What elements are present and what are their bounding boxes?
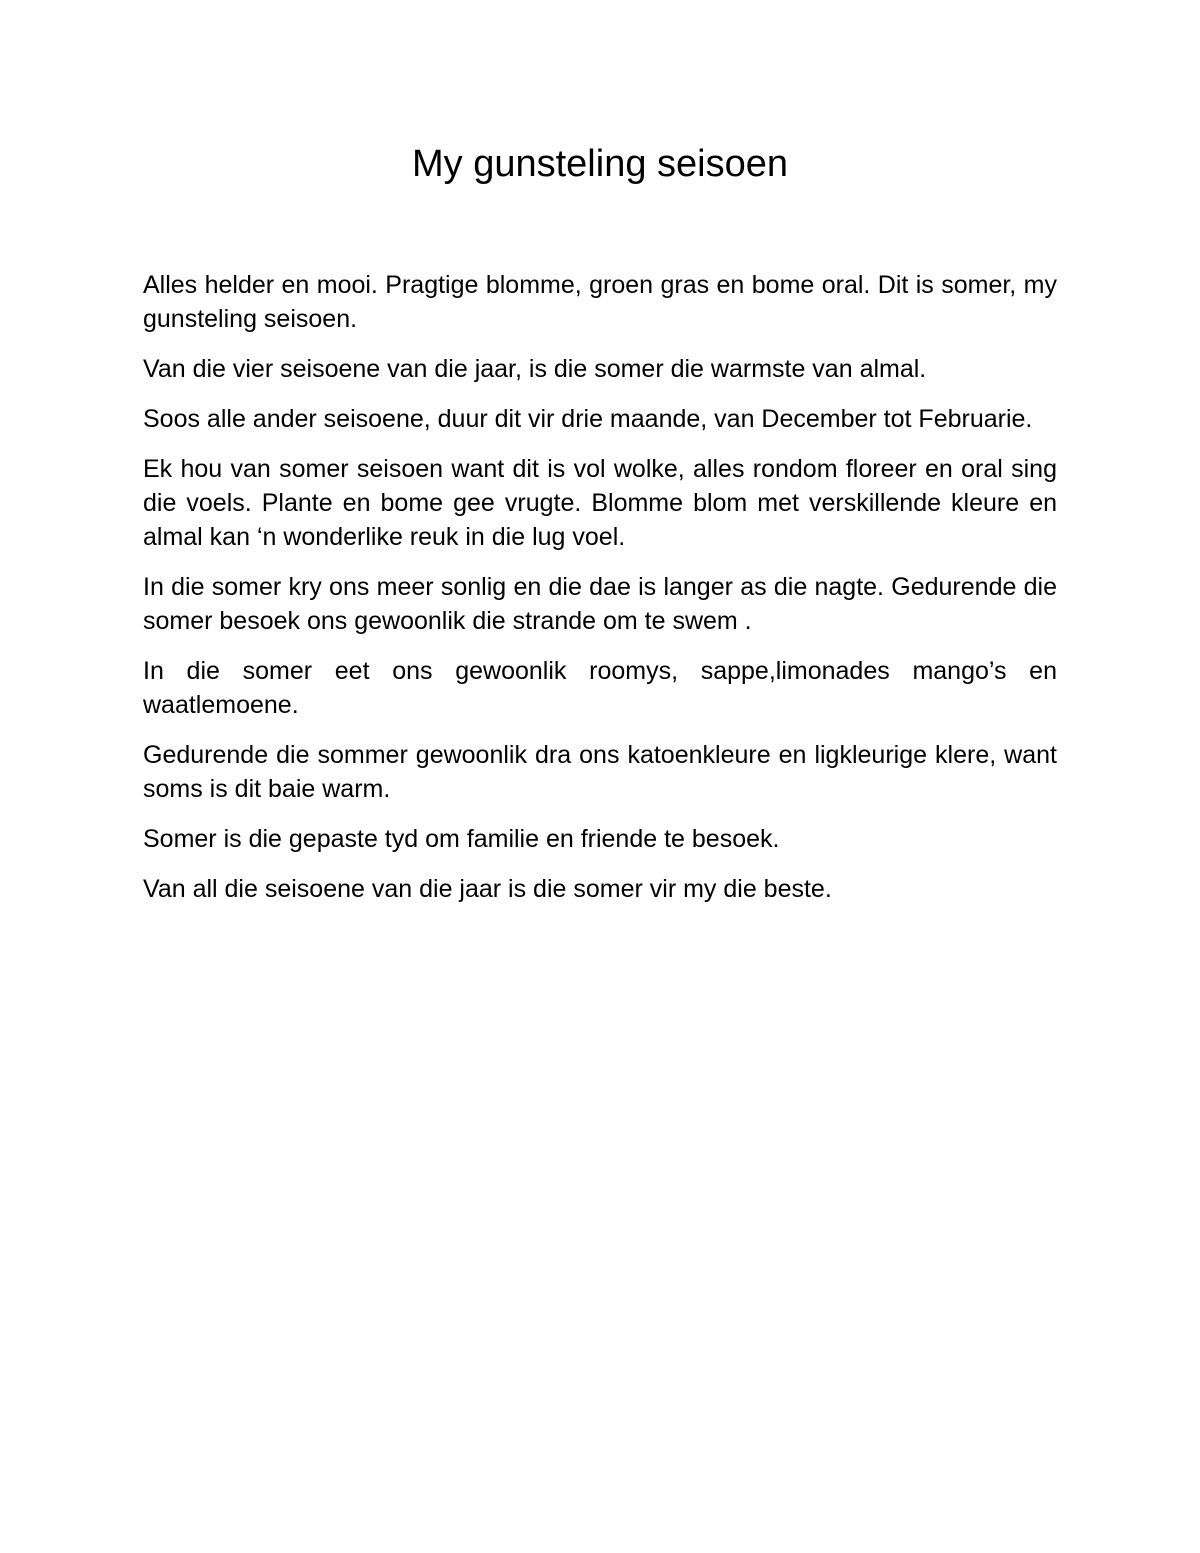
paragraph-4: Ek hou van somer seisoen want dit is vol wolke, alles rondom floreer en oral sing die voels. Plante en bome gee vrugte. Blomme blom met verskillende kleure en almal kan ‘n wonderlike reuk in die lug voel. bbox=[143, 455, 1057, 551]
document-body bbox=[143, 268, 1057, 922]
paragraph-2: Van die vier seisoene van die jaar, is die somer die warmste van almal. bbox=[143, 355, 927, 383]
document-title: My gunsteling seisoen bbox=[412, 143, 788, 185]
paragraph-5: In die somer kry ons meer sonlig en die dae is langer as die nagte. Gedurende die somer besoek ons gewoonlik die strande om te swem . bbox=[143, 573, 1057, 635]
paragraph-3: Soos alle ander seisoene, duur dit vir drie maande, van December tot Februarie. bbox=[143, 405, 1033, 433]
paragraph-9: Van all die seisoene van die jaar is die somer vir my die beste. bbox=[143, 875, 832, 903]
paragraph-1: Alles helder en mooi. Pragtige blomme, groen gras en bome oral. Dit is somer, my gunsteling seisoen. bbox=[143, 271, 1057, 333]
paragraph-6: In die somer eet ons gewoonlik roomys, sappe,limonades mango’s en waatlemoene. bbox=[143, 657, 1057, 719]
paragraph-7: Gedurende die sommer gewoonlik dra ons katoenkleure en ligkleurige klere, want soms is dit baie warm. bbox=[143, 741, 1057, 803]
paragraph-8: Somer is die gepaste tyd om familie en friende te besoek. bbox=[143, 825, 780, 853]
